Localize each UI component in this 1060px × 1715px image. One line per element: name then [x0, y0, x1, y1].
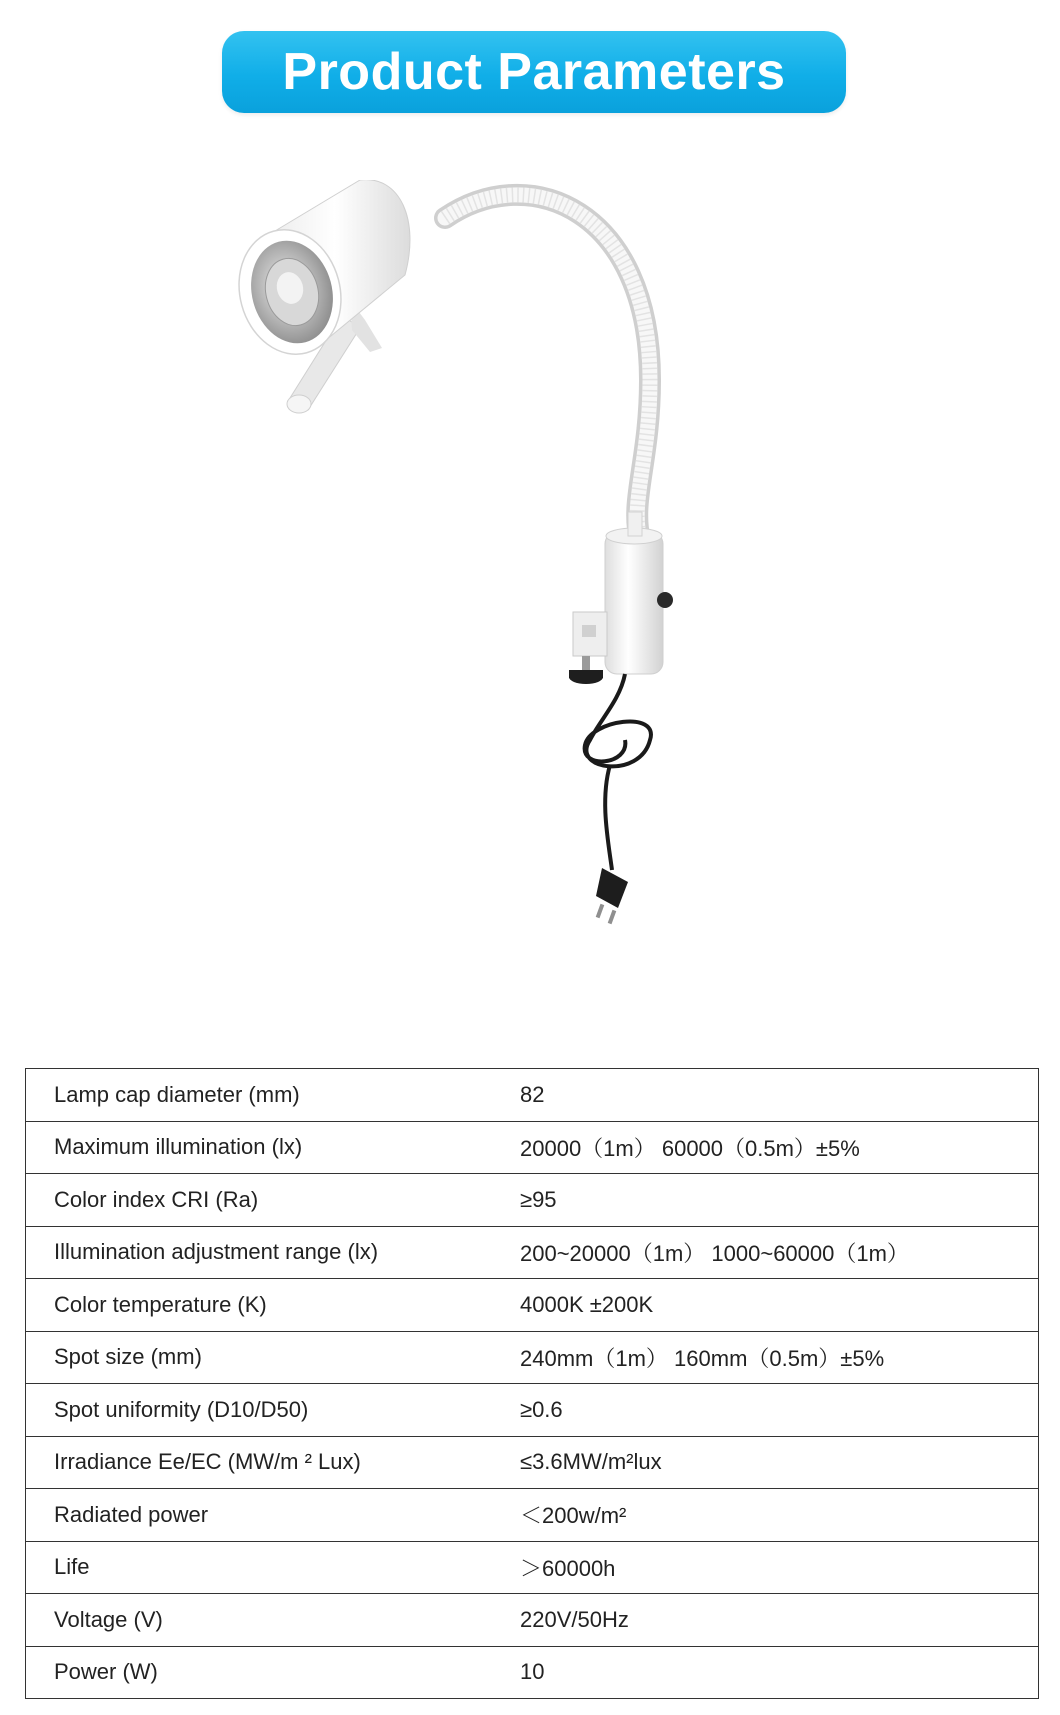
spec-label: Color index CRI (Ra) — [54, 1186, 259, 1212]
spec-value: 220V/50Hz — [520, 1606, 629, 1632]
gooseneck-arm — [445, 195, 650, 540]
spec-value: ≥0.6 — [520, 1396, 563, 1422]
spec-label: Spot uniformity (D10/D50) — [54, 1396, 309, 1422]
spec-label: Color temperature (K) — [54, 1291, 267, 1317]
table-row — [26, 1489, 1039, 1542]
spec-value: 82 — [520, 1081, 545, 1107]
spec-label: Power (W) — [54, 1659, 158, 1685]
spec-value: 4000K ±200K — [520, 1291, 654, 1317]
spec-value: 10 — [520, 1659, 545, 1685]
control-box — [569, 512, 673, 684]
page-title: Product Parameters — [282, 43, 786, 101]
table-row — [26, 1541, 1039, 1594]
spec-label: Maximum illumination (lx) — [54, 1134, 303, 1160]
power-cord — [585, 674, 651, 924]
spec-label: Lamp cap diameter (mm) — [54, 1081, 300, 1107]
spec-value: 200~20000（1m） 1000~60000（1m） — [520, 1240, 909, 1266]
product-image — [230, 180, 790, 1020]
spec-label: Radiated power — [54, 1501, 209, 1527]
spec-value: 20000（1m） 60000（0.5m）±5% — [520, 1135, 860, 1161]
spec-label: Illumination adjustment range (lx) — [54, 1239, 379, 1265]
spec-value: 240mm（1m） 160mm（0.5m）±5% — [520, 1345, 885, 1371]
title-banner — [222, 31, 846, 113]
spec-value: ≥95 — [520, 1186, 557, 1212]
table-row — [26, 1121, 1039, 1174]
table-row — [26, 1174, 1039, 1227]
spec-label: Life — [54, 1554, 90, 1580]
table-row — [26, 1384, 1039, 1437]
table-row — [26, 1279, 1039, 1332]
table-row — [26, 1646, 1039, 1699]
table-row — [26, 1436, 1039, 1489]
table-row — [26, 1331, 1039, 1384]
spec-value: ＜200w/m² — [520, 1503, 627, 1529]
spec-label: Voltage (V) — [54, 1606, 163, 1632]
spec-table — [25, 1068, 1039, 1699]
spec-label: Irradiance Ee/EC (MW/m ² Lux) — [54, 1449, 361, 1475]
table-row — [26, 1226, 1039, 1279]
lamp-head — [230, 180, 410, 413]
table-row — [26, 1594, 1039, 1647]
spec-value: ＞60000h — [520, 1555, 616, 1581]
table-row — [26, 1069, 1039, 1122]
spec-label: Spot size (mm) — [54, 1344, 202, 1370]
spec-value: ≤3.6MW/m²lux — [520, 1449, 662, 1475]
